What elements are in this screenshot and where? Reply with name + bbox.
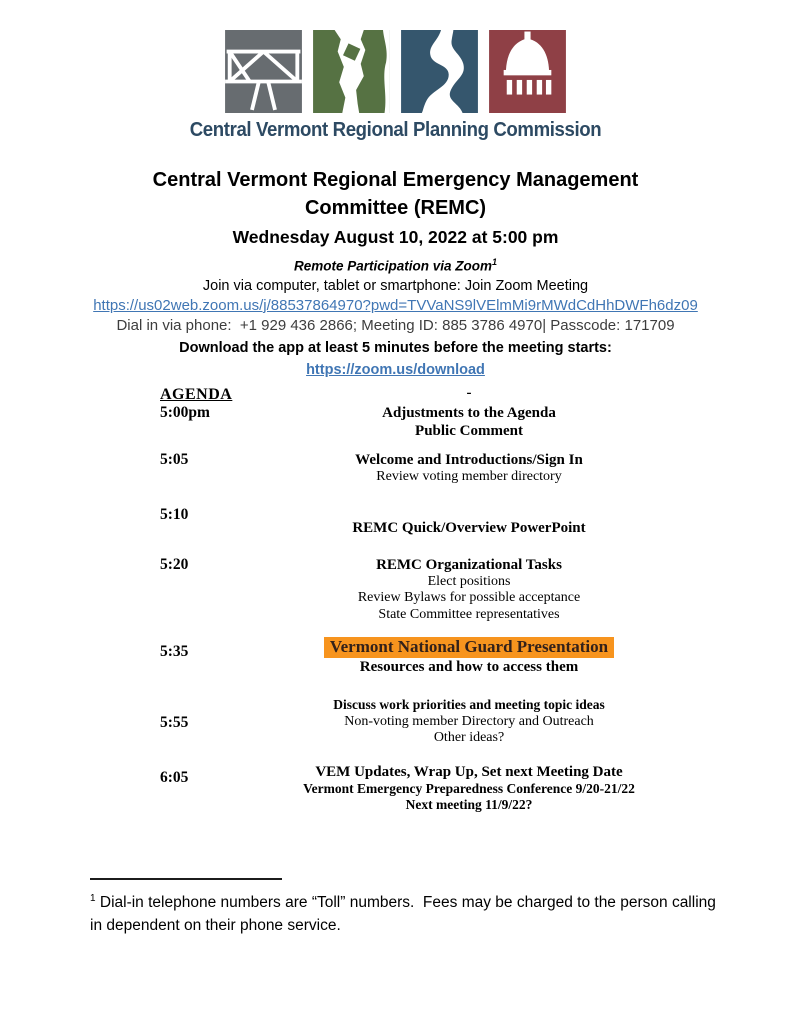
agenda-item-line: Vermont Emergency Preparedness Conference 9/20-21/22 [303,780,635,796]
agenda-item-line: State Committee representatives [378,606,560,622]
agenda-time: 5:35 [160,643,189,660]
agenda-item-line: Adjustments to the Agenda [382,405,556,421]
capitol-dome-icon [489,30,566,113]
agenda-item-line: Other ideas? [433,730,505,745]
agenda-heading: AGENDA [160,386,233,403]
agenda-time: 5:05 [160,451,189,468]
page-title [0,166,791,222]
agenda-item-line: Public Comment [415,423,523,439]
spacer [250,506,688,519]
agenda-item-line: Resources and how to access them [359,659,579,675]
agenda-dash: - [466,385,472,401]
footnote [90,878,721,937]
agenda-row [0,451,791,486]
agenda-item-line: REMC Quick/Overview PowerPoint [352,519,586,536]
meeting-header [0,166,791,379]
agenda-row [0,763,791,814]
agenda-time: 5:20 [160,555,189,573]
agenda-item-line: Discuss work priorities and meeting topic ideas [333,697,605,712]
agenda-item-line: REMC Organizational Tasks [376,556,562,573]
agenda-item-line: Non-voting member Directory and Outreach [344,713,594,729]
agenda-item-line: VEM Updates, Wrap Up, Set next Meeting Date [315,763,623,780]
logo-tiles [0,30,791,113]
agenda-row [0,556,791,624]
agenda-item-line: Review voting member directory [376,469,562,484]
title-line-1: Central Vermont Regional Emergency Management [152,169,639,191]
agenda-time: 5:10 [160,505,189,523]
cvrpc-logo [0,30,791,142]
agenda-item-line: Welcome and Introductions/Sign In [355,452,583,468]
download-instructions: Download the app at least 5 minutes before the meeting starts: [179,339,612,356]
join-instructions: Join via computer, tablet or smartphone: Join Zoom Meeting [202,277,589,294]
agenda-item-line: Review Bylaws for possible acceptance [357,590,581,605]
agenda-item-line: Elect positions [427,573,511,589]
agenda-row [0,637,791,676]
logo-org-name: Central Vermont Regional Planning Commission [189,119,602,141]
title-line-2: Committee (REMC) [304,197,487,219]
agenda-time: 6:05 [160,768,189,786]
winding-river-icon [401,30,478,113]
agenda-row [0,404,791,440]
zoom-download-link[interactable]: https://zoom.us/download [306,361,485,378]
agenda-row [0,506,791,537]
footnote-divider [90,878,282,880]
remote-participation-note: Remote Participation via Zoom$^1$ [293,257,498,274]
agenda-heading-row [0,386,791,404]
agenda-row [0,697,791,747]
highlight: Vermont National Guard Presentation [324,637,614,658]
agenda-item-line-highlighted [250,637,688,658]
agenda-time: 5:55 [160,714,189,731]
agenda-time: 5:00pm [160,404,210,421]
meeting-datetime: Wednesday August 10, 2022 at 5:00 pm [232,227,559,247]
agenda [0,386,791,814]
zoom-meeting-link[interactable]: https://us02web.zoom.us/j/88537864970?pwd=TVVaNS9lVElmMi9rMWdCdHhDWFh6dz09 [93,296,698,314]
footnote-marker: 1 [492,257,498,267]
dial-in-info: Dial in via phone: +1 929 436 2866; Meeting ID: 885 3786 4970| Passcode: 171709 [116,316,675,334]
vermont-state-icon [313,30,390,113]
footnote-text: $^1$ Dial-in telephone numbers are “Toll” numbers. Fees may be charged to the person calling in dependent on their phone service. [90,893,721,935]
agenda-item-line: Next meeting 11/9/22? [405,797,533,812]
covered-bridge-icon [225,30,302,113]
footnote-ref: 1 [90,893,96,904]
